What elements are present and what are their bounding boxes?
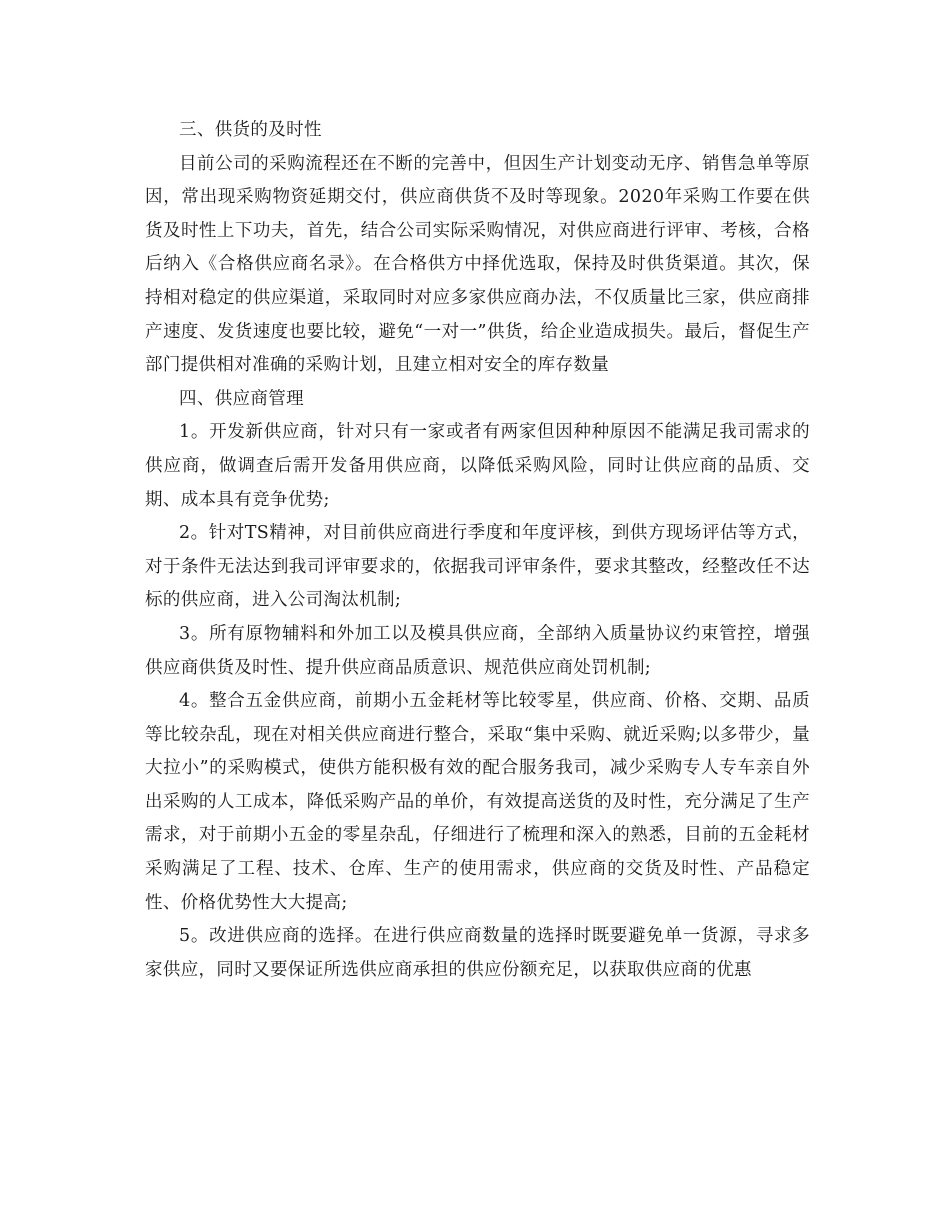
paragraph-item-5: 5。改进供应商的选择。在进行供应商数量的选择时既要避免单一货源，寻求多家供应，同时又要保证所选供应商承担的供应份额充足，以获取供应商的优惠 [145, 926, 810, 980]
paragraph-item-3: 3。所有原物辅料和外加工以及模具供应商，全部纳入质量协议约束管控，增强供应商供货及时性、提升供应商品质意识、规范供应商处罚机制; [145, 623, 810, 678]
document-body [145, 114, 810, 987]
paragraph-item-1: 1。开发新供应商，针对只有一家或者有两家但因种种原因不能满足我司需求的供应商，做调查后需开发备用供应商，以降低采购风险，同时让供应商的品质、交期、成本具有竞争优势; [145, 422, 810, 510]
paragraph-item-2: 2。针对TS精神，对目前供应商进行季度和年度评核，到供方现场评估等方式，对于条件无法达到我司评审要求的，依据我司评审条件，要求其整改，经整改任不达标的供应商，进入公司淘汰机制; [145, 523, 810, 611]
section-heading-supplier-management: 四、供应商管理 [179, 388, 304, 409]
paragraph-item-4: 4。整合五金供应商，前期小五金耗材等比较零星，供应商、价格、交期、品质等比较杂乱，现在对相关供应商进行整合，采取“集中采购、就近采购;以多带少，量大拉小”的采购模式，使供方能积极有效的配合服务我司，减少采购专人专车亲自外出采购的人工成本，降低采购产品的单价，有效提高送货的及时性，充分满足了生产需求，对于前期小五金的零星杂乱，仔细进行了梳理和深入的熟悉，目前的五金耗材采购满足了工程、技术、仓库、生产的使用需求，供应商的交货及时性、产品稳定性、价格优势性大大提高; [145, 691, 810, 913]
paragraph-supply-timeliness: 目前公司的采购流程还在不断的完善中，但因生产计划变动无序、销售急单等原因，常出现采购物资延期交付，供应商供货不及时等现象。2020年采购工作要在供货及时性上下功夫，首先，结合公司实际采购情况，对供应商进行评审、考核，合格后纳入《合格供应商名录》。在合格供方中择优选取，保持及时供货渠道。其次，保持相对稳定的供应渠道，采取同时对应多家供应商办法，不仅质量比三家，供应商排产速度、发货速度也要比较，避免“一对一”供货，给企业造成损失。最后，督促生产部门提供相对准确的采购计划，且建立相对安全的库存数量 [145, 153, 810, 376]
section-heading-supply-timeliness: 三、供货的及时性 [179, 120, 322, 140]
